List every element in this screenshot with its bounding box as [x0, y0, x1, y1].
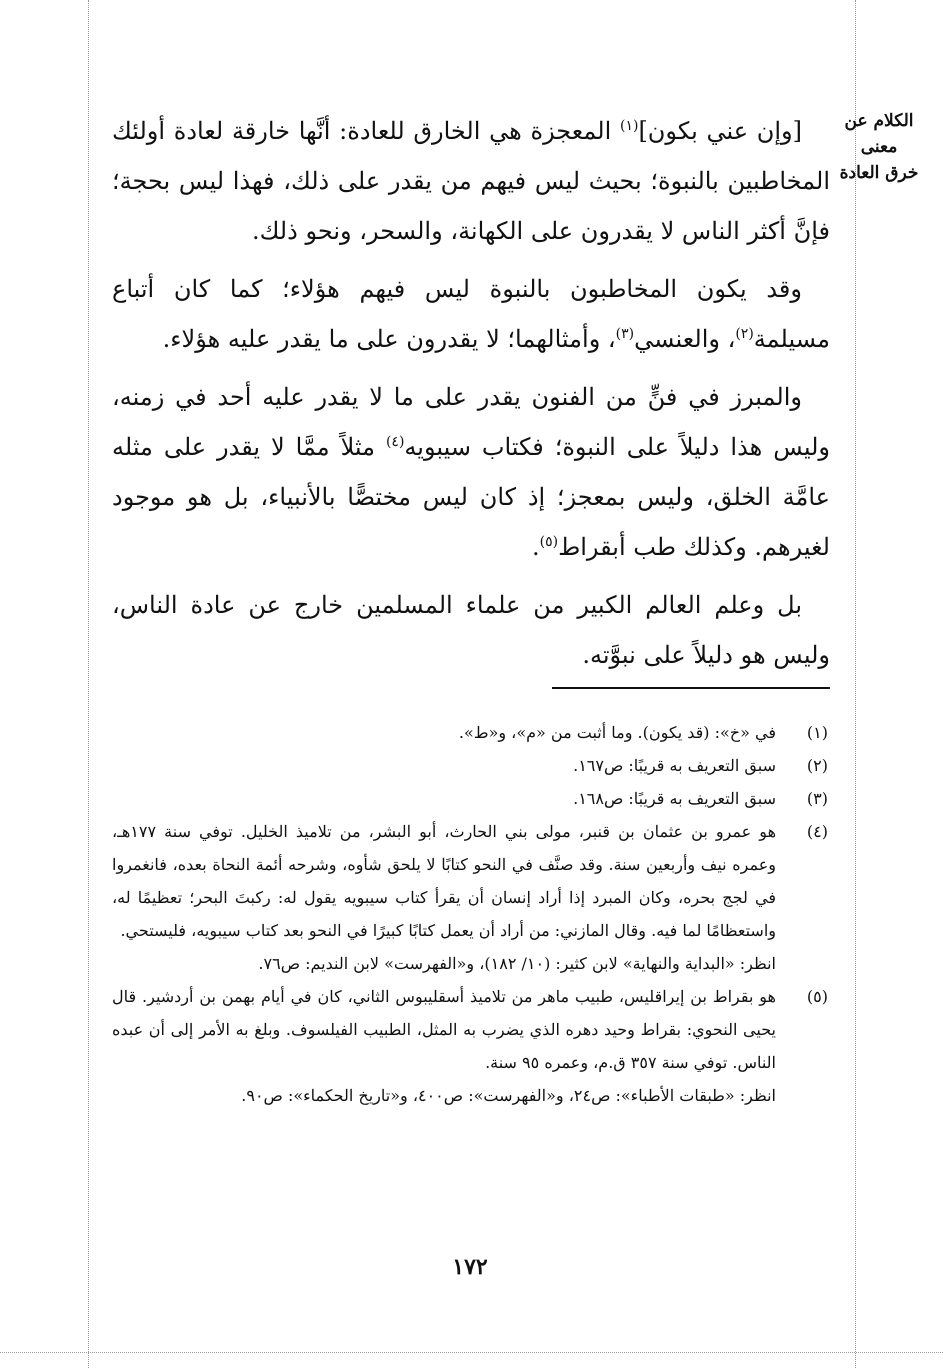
- footnote-line: سبق التعريف به قريبًا: ص١٦٨.: [573, 789, 776, 808]
- paragraph-4: [112, 580, 830, 680]
- paragraph-text: بل وعلم العالم الكبير من علماء المسلمين خارج عن عادة الناس، وليس هو دليلاً على نبوَّته.: [112, 591, 830, 669]
- footnote-line: سبق التعريف به قريبًا: ص١٦٧.: [573, 756, 776, 775]
- footnotes: [112, 716, 830, 1112]
- footnote-2: [112, 749, 830, 782]
- main-text: [112, 106, 830, 688]
- paragraph-text: وقد يكون المخاطبون بالنبوة ليس فيهم هؤلاء؛ كما كان أتباع مسيلمة: [112, 275, 830, 353]
- footnote-ref[interactable]: (٣): [615, 326, 635, 342]
- paragraph-text: ، والعنسي: [634, 325, 736, 353]
- paragraph-text: والمبرز في فنٍّ من الفنون يقدر على ما لا يقدر عليه أحد في زمنه، وليس هذا دليلاً على النبوة؛ فكتاب سيبويه: [112, 383, 831, 461]
- footnote-text: [112, 749, 776, 782]
- footnote-number: (١): [806, 723, 828, 742]
- footnote-line: هو بقراط بن إيراقليس، طبيب ماهر من تلاميذ أسقليبوس الثاني، كان في أيام بهمن بن أردشير. قال يحيى النحوي: بقراط وحيد دهره الذي يضرب به المثل، الطبيب الفيلسوف. وبلغ به الأمر إلى أن عبده الناس. توفي سنة ٣٥٧ ق.م، وعمره ٩٥ سنة.: [112, 987, 776, 1072]
- margin-note-line-1: الكلام عن معنى: [844, 111, 914, 157]
- paragraph-3: [112, 372, 830, 572]
- footnote-4: [112, 815, 830, 980]
- footnote-number: (٤): [806, 822, 828, 841]
- footnote-ref[interactable]: (١): [619, 118, 639, 134]
- footnote-ref[interactable]: (٤): [385, 434, 405, 450]
- footnote-3: [112, 782, 830, 815]
- paragraph-2: [112, 264, 830, 364]
- trim-guide-bottom: [0, 1352, 943, 1353]
- paragraph-text: المعجزة هي الخارق للعادة: أنَّها خارقة لعادة أولئك المخاطبين بالنبوة؛ بحيث ليس فيهم من يقدر على ذلك، فهذا ليس بحجة؛ فإنَّ أكثر الناس لا يقدرون على الكهانة، والسحر، ونحو ذلك.: [112, 117, 830, 245]
- footnote-number: (٢): [806, 756, 828, 775]
- footnote-1: [112, 716, 830, 749]
- footnote-ref[interactable]: (٥): [539, 534, 559, 550]
- paragraph-text: [وإن عني بكون]: [638, 117, 803, 145]
- footnote-line: في «خ»: (قد يكون). وما أثبت من «م»، و«ط».: [458, 723, 776, 742]
- footnote-text: [112, 716, 776, 749]
- margin-note: [829, 108, 929, 186]
- footnote-source: انظر: «البداية والنهاية» لابن كثير: (١٠/ ١٨٢)، و«الفهرست» لابن النديم: ص٧٦.: [258, 954, 776, 973]
- page-number: ١٧٢: [452, 1254, 488, 1280]
- footnote-source: انظر: «طبقات الأطباء»: ص٢٤، و«الفهرست»: ص٤٠٠، و«تاريخ الحكماء»: ص٩٠.: [241, 1086, 776, 1105]
- paragraph-text: ، وأمثالهما؛ لا يقدرون على ما يقدر عليه هؤلاء.: [162, 325, 616, 353]
- paragraph-1: [112, 106, 830, 256]
- paragraph-text: .: [531, 533, 540, 561]
- footnote-number: (٣): [806, 789, 828, 808]
- footnote-separator: [552, 687, 830, 689]
- trim-guide-left: [88, 0, 89, 1368]
- paragraph-text: مثلاً ممَّا لا يقدر على مثله عامَّة الخلق، وليس بمعجز؛ إذ كان ليس مختصًّا بالأنبياء، بل هو موجود لغيرهم. وكذلك طب أبقراط: [112, 433, 830, 561]
- footnote-ref[interactable]: (٢): [735, 326, 754, 342]
- trim-guide-right: [855, 0, 856, 1368]
- margin-note-line-2: خرق العادة: [839, 163, 919, 183]
- footnote-5: [112, 980, 830, 1112]
- footnote-number: (٥): [806, 987, 828, 1006]
- footnote-text: [112, 815, 776, 980]
- footnote-line: هو عمرو بن عثمان بن قنبر، مولى بني الحارث، أبو البشر، من تلاميذ الخليل. توفي سنة ١٧٧هـ، وعمره نيف وأربعين سنة. وقد صنَّف في النحو كتابًا لا يلحق شأوه، وشرحه أئمة النحاة بعده، فانغمروا في لجج بحره، وكان المبرد إذا أراد إنسان أن يقرأ كتاب سيبويه يقول له: ركبتَ البحر؛ تعظيمًا له، واستعظامًا لما فيه. وقال المازني: من أراد أن يعمل كتابًا كبيرًا في النحو بعد كتاب سيبويه، فليستحي.: [112, 822, 777, 940]
- footnote-text: [112, 782, 776, 815]
- footnote-text: [112, 980, 776, 1112]
